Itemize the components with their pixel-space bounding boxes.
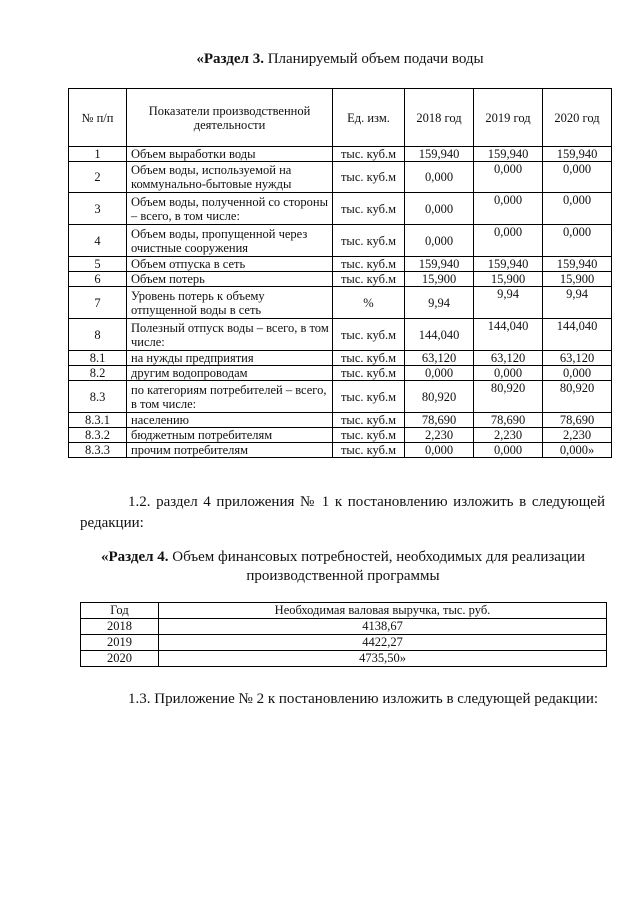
row-indicator: Объем воды, полученной со стороны – всего, в том числе:: [127, 193, 333, 225]
table-row: [69, 443, 612, 458]
row-value-2019: 0,000: [474, 366, 543, 381]
row-unit: тыс. куб.м: [333, 443, 405, 458]
row-number: 6: [69, 272, 127, 287]
row-value-2018: 9,94: [405, 287, 474, 319]
row-number: 1: [69, 147, 127, 162]
row-value-2020: 15,900: [543, 272, 612, 287]
row-indicator: Объем отпуска в сеть: [127, 257, 333, 272]
row-unit: тыс. куб.м: [333, 413, 405, 428]
row-unit: тыс. куб.м: [333, 319, 405, 351]
table-row: [69, 147, 612, 162]
header-2018: 2018 год: [405, 89, 474, 147]
section-3-title: Планируемый объем подачи воды: [263, 51, 484, 67]
table-row: [69, 193, 612, 225]
row-value-2018: 63,120: [405, 351, 474, 366]
row-value-2018: 0,000: [405, 162, 474, 193]
row-year: 2020: [81, 651, 159, 667]
row-indicator: Объем воды, используемой на коммунально-бытовые нужды: [127, 162, 333, 193]
row-value-2018: 2,230: [405, 428, 474, 443]
row-unit: тыс. куб.м: [333, 162, 405, 193]
header-2020: 2020 год: [543, 89, 612, 147]
section-3-heading: [70, 50, 610, 68]
row-number: 4: [69, 225, 127, 257]
header-2019: 2019 год: [474, 89, 543, 147]
row-revenue: 4422,27: [159, 635, 607, 651]
row-value-2020: 0,000: [543, 193, 612, 225]
paragraph-1-2: 1.2. раздел 4 приложения № 1 к постановлению изложить в следующей редакции:: [80, 494, 605, 531]
row-value-2019: 159,940: [474, 147, 543, 162]
section-4-heading: [78, 548, 608, 586]
row-number: 8.3.1: [69, 413, 127, 428]
row-indicator: Объем воды, пропущенной через очистные сооружения: [127, 225, 333, 257]
paragraph-1-3: 1.3. Приложение № 2 к постановлению изложить в следующей редакции:: [128, 691, 599, 707]
row-value-2020: 9,94: [543, 287, 612, 319]
row-indicator: по категориям потребителей – всего, в том числе:: [127, 381, 333, 413]
row-value-2019: 9,94: [474, 287, 543, 319]
row-unit: тыс. куб.м: [333, 351, 405, 366]
table-row: [69, 366, 612, 381]
row-indicator: прочим потребителям: [127, 443, 333, 458]
row-value-2019: 0,000: [474, 193, 543, 225]
row-value-2018: 78,690: [405, 413, 474, 428]
table-row: [69, 257, 612, 272]
row-value-2020: 0,000: [543, 162, 612, 193]
row-value-2019: 144,040: [474, 319, 543, 351]
row-indicator: Полезный отпуск воды – всего, в том числе:: [127, 319, 333, 351]
row-indicator: населению: [127, 413, 333, 428]
row-value-2018: 0,000: [405, 225, 474, 257]
water-supply-table: [68, 88, 612, 458]
row-unit: тыс. куб.м: [333, 257, 405, 272]
row-unit: тыс. куб.м: [333, 147, 405, 162]
row-value-2020: 0,000: [543, 225, 612, 257]
table-row: [81, 619, 607, 635]
header-year: Год: [81, 603, 159, 619]
row-value-2018: 159,940: [405, 257, 474, 272]
row-number: 8.3: [69, 381, 127, 413]
row-value-2019: 0,000: [474, 162, 543, 193]
row-number: 2: [69, 162, 127, 193]
table-row: [69, 162, 612, 193]
table-row: [69, 351, 612, 366]
row-value-2019: 159,940: [474, 257, 543, 272]
section-3-label: «Раздел 3.: [196, 51, 264, 67]
row-indicator: Уровень потерь к объему отпущенной воды в сеть: [127, 287, 333, 319]
row-value-2019: 0,000: [474, 443, 543, 458]
row-value-2020: 0,000: [543, 366, 612, 381]
row-value-2020: 63,120: [543, 351, 612, 366]
row-value-2020: 78,690: [543, 413, 612, 428]
row-number: 7: [69, 287, 127, 319]
header-indicator: Показатели производственной деятельности: [127, 89, 333, 147]
table-row: [69, 319, 612, 351]
row-unit: тыс. куб.м: [333, 193, 405, 225]
row-unit: тыс. куб.м: [333, 272, 405, 287]
row-unit: %: [333, 287, 405, 319]
revenue-table: [80, 602, 607, 667]
table-header-row: [81, 603, 607, 619]
row-value-2019: 63,120: [474, 351, 543, 366]
row-indicator: другим водопроводам: [127, 366, 333, 381]
row-unit: тыс. куб.м: [333, 381, 405, 413]
row-value-2019: 2,230: [474, 428, 543, 443]
header-unit: Ед. изм.: [333, 89, 405, 147]
row-indicator: Объем потерь: [127, 272, 333, 287]
table-row: [69, 287, 612, 319]
row-number: 8.3.3: [69, 443, 127, 458]
row-value-2018: 159,940: [405, 147, 474, 162]
row-number: 5: [69, 257, 127, 272]
row-value-2019: 15,900: [474, 272, 543, 287]
table-row: [81, 651, 607, 667]
row-value-2018: 0,000: [405, 366, 474, 381]
table-row: [81, 635, 607, 651]
header-revenue: Необходимая валовая выручка, тыс. руб.: [159, 603, 607, 619]
row-indicator: на нужды предприятия: [127, 351, 333, 366]
row-value-2020: 0,000»: [543, 443, 612, 458]
row-value-2019: 78,690: [474, 413, 543, 428]
section-4-label: «Раздел 4.: [100, 549, 169, 565]
row-year: 2018: [81, 619, 159, 635]
row-number: 8.1: [69, 351, 127, 366]
row-unit: тыс. куб.м: [333, 428, 405, 443]
row-value-2018: 0,000: [405, 193, 474, 225]
header-number: № п/п: [69, 89, 127, 147]
row-value-2019: 0,000: [474, 225, 543, 257]
row-unit: тыс. куб.м: [333, 225, 405, 257]
row-value-2020: 2,230: [543, 428, 612, 443]
row-value-2019: 80,920: [474, 381, 543, 413]
row-year: 2019: [81, 635, 159, 651]
row-value-2018: 0,000: [405, 443, 474, 458]
table-row: [69, 413, 612, 428]
row-value-2018: 144,040: [405, 319, 474, 351]
row-value-2018: 80,920: [405, 381, 474, 413]
section-4-title: Объем финансовых потребностей, необходимых для реализации производственной программы: [168, 549, 586, 584]
table-row: [69, 381, 612, 413]
row-number: 3: [69, 193, 127, 225]
table-row: [69, 428, 612, 443]
row-revenue: 4138,67: [159, 619, 607, 635]
row-indicator: Объем выработки воды: [127, 147, 333, 162]
row-value-2020: 159,940: [543, 147, 612, 162]
table-header-row: [69, 89, 612, 147]
row-number: 8: [69, 319, 127, 351]
row-revenue: 4735,50»: [159, 651, 607, 667]
row-number: 8.2: [69, 366, 127, 381]
table-row: [69, 225, 612, 257]
row-unit: тыс. куб.м: [333, 366, 405, 381]
row-number: 8.3.2: [69, 428, 127, 443]
row-value-2018: 15,900: [405, 272, 474, 287]
table-row: [69, 272, 612, 287]
row-value-2020: 144,040: [543, 319, 612, 351]
row-value-2020: 80,920: [543, 381, 612, 413]
row-indicator: бюджетным потребителям: [127, 428, 333, 443]
row-value-2020: 159,940: [543, 257, 612, 272]
